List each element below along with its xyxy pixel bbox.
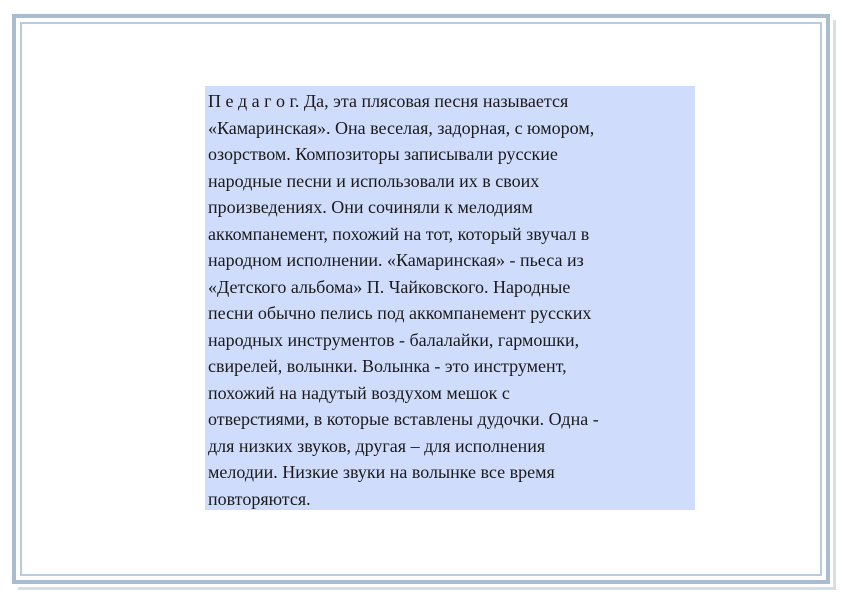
text-line: народных инструментов - балалайки, гармошки, xyxy=(208,329,580,350)
text-line: для низких звуков, другая – для исполнения xyxy=(208,435,546,456)
text-line: П е д а г о г. Да, эта плясовая песня называется xyxy=(208,91,569,111)
text-line: произведениях. Они сочиняли к мелодиям xyxy=(208,197,533,217)
text-line: похожий на надутый воздухом мешок с xyxy=(208,382,510,403)
text-line: народном исполнении. «Камаринская» - пьеса из xyxy=(208,250,584,270)
text-line: мелодии. Низкие звуки на волынке все время xyxy=(208,462,555,482)
text-box xyxy=(205,86,695,510)
text-line: песни обычно пелись под аккомпанемент русских xyxy=(208,303,592,323)
text-line: озорством. Композиторы записывали русские xyxy=(208,144,558,164)
text-line: отверстиями, в которые вставлены дудочки. Одна - xyxy=(208,409,599,429)
text-line: народные песни и использовали их в своих xyxy=(208,170,540,191)
text-line: аккомпанемент, похожий на тот, который звучал в xyxy=(208,223,590,244)
text-line: «Детского альбома» П. Чайковского. Народные xyxy=(208,276,571,297)
text-line: «Камаринская». Она веселая, задорная, с юмором, xyxy=(208,117,595,138)
text-line: повторяются. xyxy=(208,488,311,509)
text-line: свирелей, волынки. Волынка - это инструмент, xyxy=(208,356,567,376)
